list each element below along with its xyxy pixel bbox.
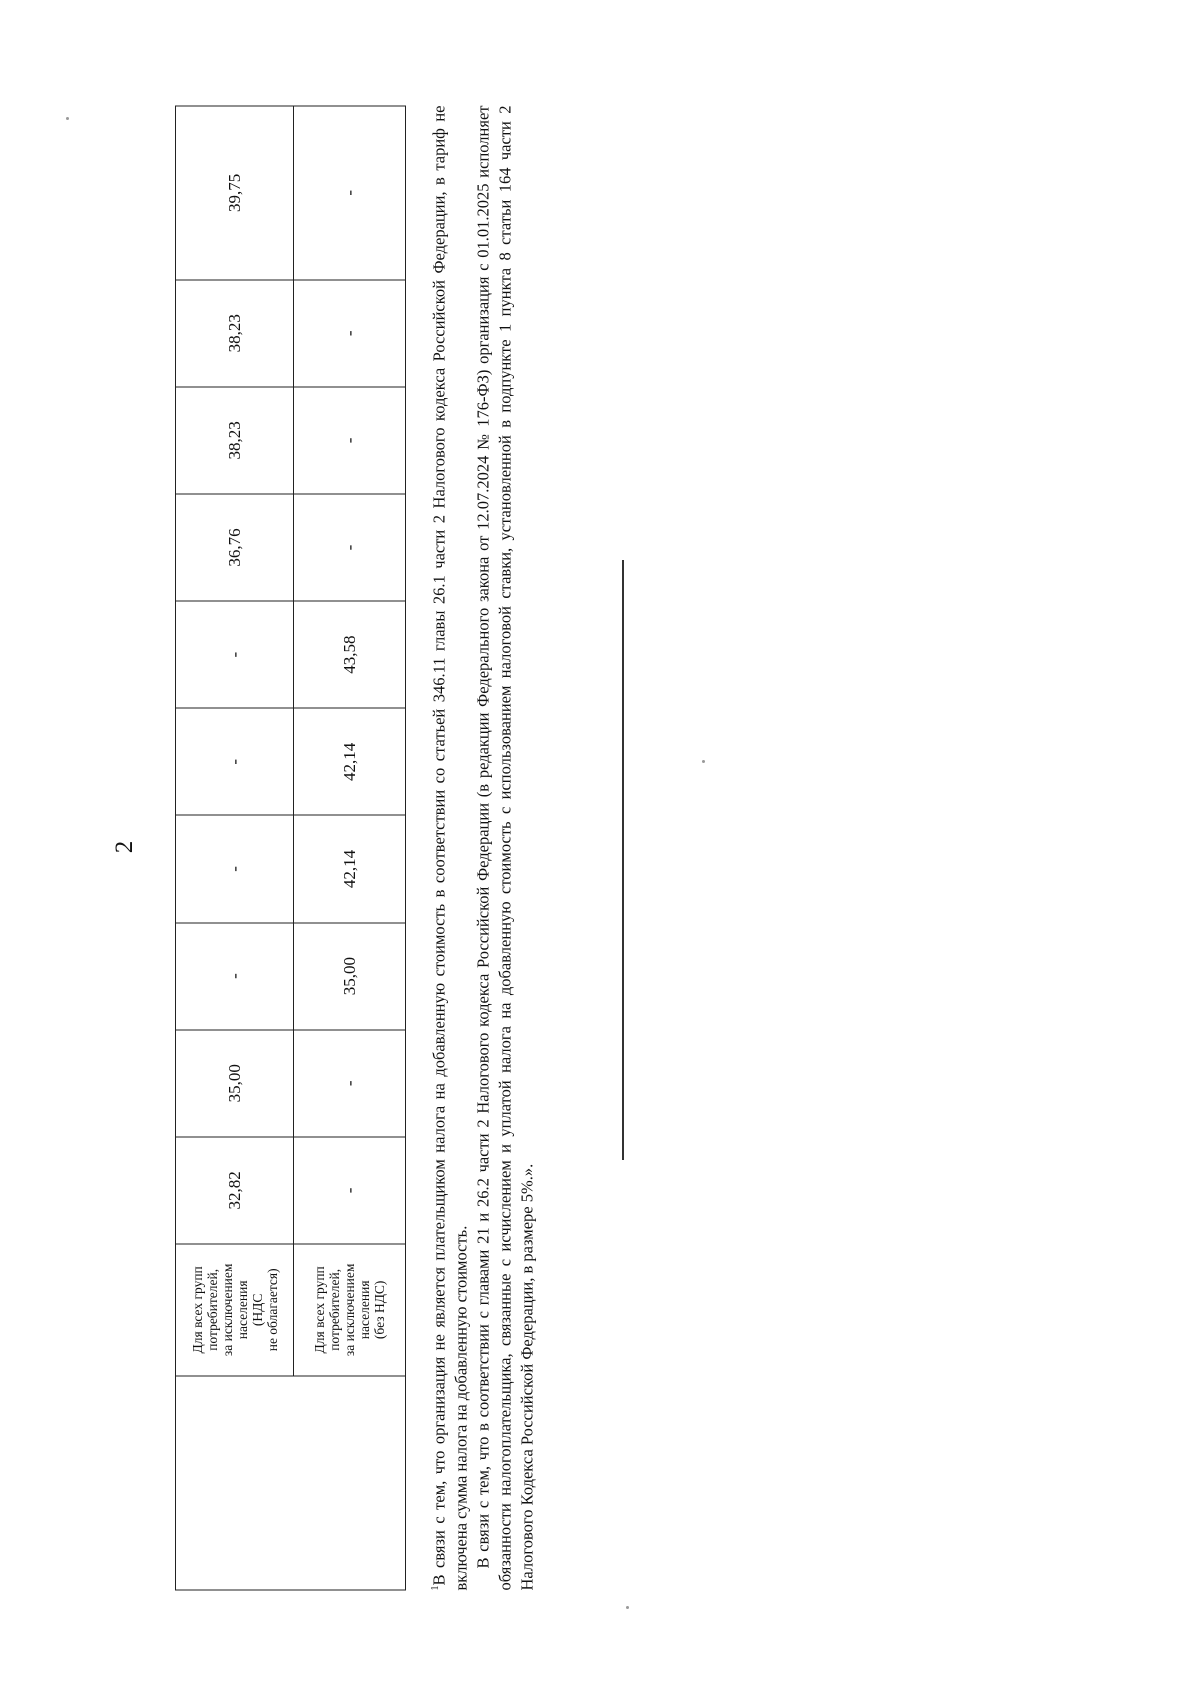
label-line: населения <box>357 1279 372 1339</box>
consumer-group-label <box>176 1243 294 1375</box>
tariff-value-cell: 39,75 <box>176 106 294 280</box>
footnote-marker: 1 <box>429 1585 441 1590</box>
consumer-group-label <box>294 1243 406 1375</box>
tariff-value-cell: - <box>176 708 294 815</box>
tariff-value-cell: 32,82 <box>176 1136 294 1243</box>
label-line: потребителей, <box>327 1268 342 1351</box>
footnote-1-text: В связи с тем, что организация не является плательщиком налога на добавленную стоимость в соответствии со статьей 346.11 главы 26.1 части 2 Налогового кодекса Российской Федерации, в тариф не включена сумма налога на добавленную стоимость. <box>429 105 470 1590</box>
separator-line <box>622 560 624 1160</box>
tariff-value-cell: 42,14 <box>294 708 406 815</box>
blank-cell <box>176 1375 406 1589</box>
scan-speck <box>626 1606 629 1609</box>
footnotes-region <box>428 105 553 1590</box>
tariff-value-cell: - <box>176 601 294 708</box>
tariff-value-cell: 42,14 <box>294 815 406 922</box>
footnote-2-text: В связи с тем, что в соответствии с главами 21 и 26.2 части 2 Налогового кодекса Российской Федерации (в редакции Федерального закона от 12.07.2024 № 176-ФЗ) организация с 01.01.2025 исполняет обязанности налогоплательщика, связанные с исчислением и уплатой налога на добавленную стоимость с использованием налоговой ставки, установленной в подпункте 1 пункта 8 статьи 164 части 2 Налогового Кодекса Российской Федерации, в размере 5%.». <box>473 105 536 1590</box>
table-row <box>176 106 294 1590</box>
tariff-value-cell: - <box>294 386 406 493</box>
footnote-1 <box>428 105 472 1590</box>
label-line: не облагается) <box>264 1267 280 1351</box>
tariff-table-region <box>175 105 405 1590</box>
footnote-2 <box>472 105 538 1590</box>
label-line: потребителей, <box>204 1268 220 1351</box>
label-line: населения <box>234 1279 250 1339</box>
tariff-value-cell: - <box>294 1136 406 1243</box>
tariff-value-cell: - <box>294 106 406 280</box>
tariff-value-cell: 35,00 <box>294 922 406 1029</box>
scan-speck <box>66 117 69 120</box>
tariff-value-cell: - <box>294 1029 406 1136</box>
tariff-value-cell: - <box>294 493 406 600</box>
tariff-value-cell: 35,00 <box>176 1029 294 1136</box>
label-line: (без НДС) <box>372 1280 387 1339</box>
label-line: за исключением <box>342 1263 357 1356</box>
tariff-value-cell: 38,23 <box>176 386 294 493</box>
scan-speck <box>702 760 705 763</box>
tariff-table <box>175 105 406 1590</box>
tariff-value-cell: 38,23 <box>176 279 294 386</box>
label-line: за исключением <box>219 1263 235 1356</box>
tariff-value-cell: 36,76 <box>176 493 294 600</box>
table-row <box>294 106 406 1590</box>
page-number: 2 <box>111 840 138 854</box>
label-line: Для всех групп <box>312 1265 327 1353</box>
label-line: (НДС <box>249 1293 265 1326</box>
tariff-value-cell: - <box>176 815 294 922</box>
tariff-value-cell: 43,58 <box>294 601 406 708</box>
tariff-value-cell: - <box>176 922 294 1029</box>
tariff-value-cell: - <box>294 279 406 386</box>
label-line: Для всех групп <box>189 1265 205 1353</box>
